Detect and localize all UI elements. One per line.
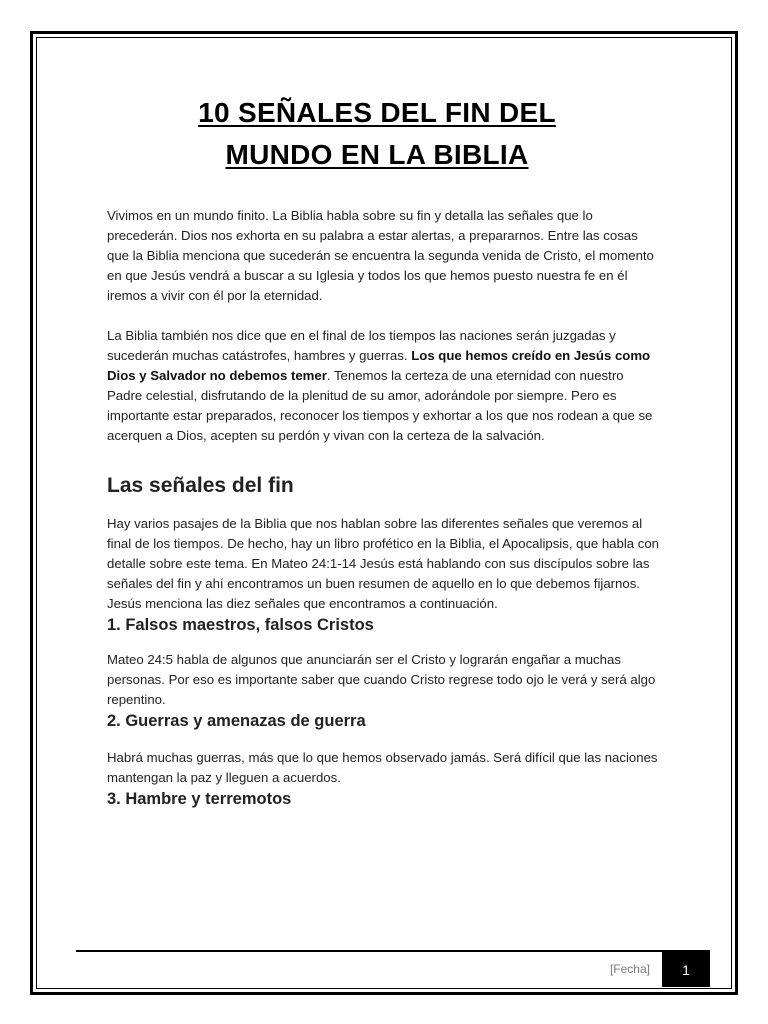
subheading-2: 2. Guerras y amenazas de guerra xyxy=(107,712,366,730)
intro-paragraph: Vivimos en un mundo finito. La Biblia habla sobre su fin y detalla las señales que lo precederán. Dios nos exhorta en su palabra a estar alertas, a prepararnos. Entre las cosas que la Biblia menciona que sucederán se encuentra la segunda venida de Cristo, el momento en que Jesús vendrá a buscar a su Iglesia y todos los que hemos puesto nuestra fe en él iremos a vivir con él por la eternidad. xyxy=(107,208,654,303)
second-paragraph-bold: Los que hemos creído en Jesús como Dios y Salvador no debemos temer xyxy=(107,348,651,383)
footer-divider xyxy=(76,950,710,952)
document-title xyxy=(95,92,659,176)
second-paragraph-end: . Tenemos la certeza de una eternidad con nuestro Padre celestial, disfrutando de la plenitud de su amor, adorándole por siempre. Pero es importante estar preparados, reconocer los tiempos y exhortar a los que nos rodean a que se acerquen a Dios, acepten su perdón y vivan con la certeza de la salvación. xyxy=(107,368,653,443)
document-body xyxy=(107,92,659,810)
second-paragraph-start: La Biblia también nos dice que en el final de los tiempos las naciones serán juzgadas y sucederán muchas catástrofes, hambres y guerras. xyxy=(107,328,616,363)
page-number-badge: 1 xyxy=(662,952,710,987)
subheading-2-paragraph: Habrá muchas guerras, más que lo que hemos observado jamás. Será difícil que las naciones mantengan la paz y lleguen a acuerdos. xyxy=(107,750,658,785)
subheading-1-paragraph: Mateo 24:5 habla de algunos que anunciarán ser el Cristo y lograrán engañar a muchas personas. Por eso es importante saber que cuando Cristo regrese todo ojo le verá y será algo repentino. xyxy=(107,652,656,707)
section-heading: Las señales del fin xyxy=(107,474,294,497)
footer-date[interactable]: [Fecha] xyxy=(609,962,650,976)
title-line-1: 10 SEÑALES DEL FIN DEL xyxy=(198,97,556,128)
subheading-1: 1. Falsos maestros, falsos Cristos xyxy=(107,616,374,634)
title-line-2: MUNDO EN LA BIBLIA xyxy=(225,139,529,170)
second-paragraph xyxy=(107,326,659,446)
subheading-3: 3. Hambre y terremotos xyxy=(107,790,292,808)
section-paragraph: Hay varios pasajes de la Biblia que nos hablan sobre las diferentes señales que veremos al final de los tiempos. De hecho, hay un libro profético en la Biblia, el Apocalipsis, que habla con detalle sobre este tema. En Mateo 24:1-14 Jesús está hablando con sus discípulos sobre las señales del fin y ahí encontramos un buen resumen de aquello en lo que debemos fijarnos. Jesús menciona las diez señales que encontramos a continuación. xyxy=(107,516,660,611)
